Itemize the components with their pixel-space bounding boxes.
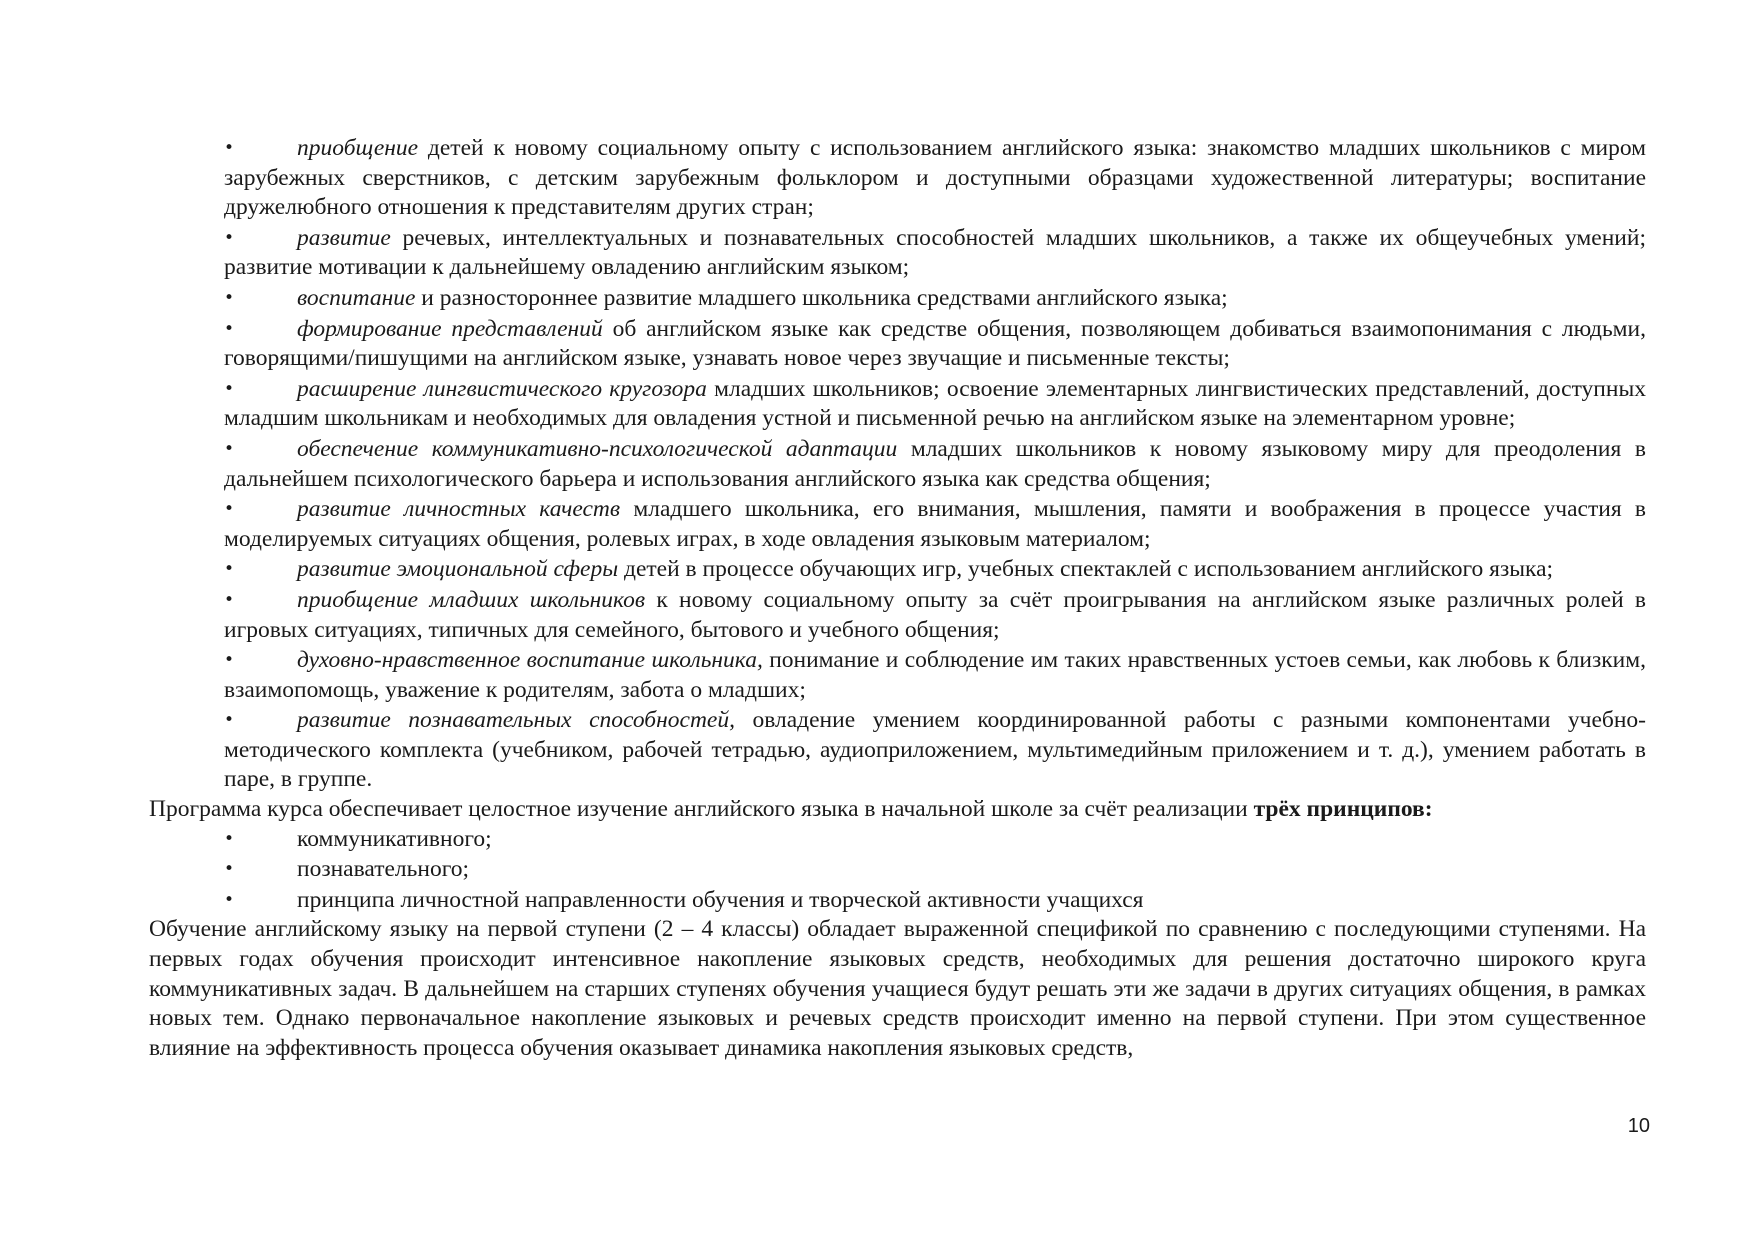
list-item [224, 586, 1646, 645]
list-item-body: младшего школьника, его внимания, мышления, памяти и воображения в процессе участия в моделируемых ситуациях общения, ролевых играх, в ходе овладения языковым материалом; [224, 496, 1646, 552]
bullet-icon: • [224, 828, 235, 849]
bullet-icon: • [224, 859, 235, 880]
bullet-icon: • [224, 650, 235, 671]
list-item [224, 855, 1646, 885]
bullet-icon: • [224, 710, 235, 731]
list-item [224, 646, 1646, 705]
list-item [224, 375, 1646, 434]
list-item-body: младших школьников; освоение элементарных лингвистических представлений, доступных младшим школьникам и необходимых для овладения устной и письменной речью на английском языке на элементарном уровне; [224, 375, 1646, 432]
list-item-body: детей в процессе обучающих игр, учебных спектаклей с использованием английского языка; [618, 556, 1554, 583]
list-item [224, 315, 1646, 374]
principles-intro-bold: трёх принципов: [1253, 796, 1433, 823]
list-item [224, 284, 1646, 314]
bullet-icon: • [224, 438, 235, 459]
list-item-text [224, 134, 1646, 223]
list-item [224, 706, 1646, 795]
list-item-text [224, 706, 1646, 795]
list-item-emphasis: развитие личностных качеств [297, 496, 621, 523]
list-item-body: овладение умением координированной работы с разными компонентами учебно-методического комплекта (учебником, рабочей тетрадью, аудиоприложением, мультимедийным приложением и т. д.), умением работать в паре, в группе. [224, 707, 1647, 793]
list-item-emphasis: воспитание [297, 284, 416, 311]
list-item-body: детей к новому социальному опыту с использованием английского языка: знакомство младших школьников с миром зарубежных сверстников, с детским зарубежным фольклором и доступными образцами художественной литературы; воспитание дружелюбного отношения к представителям других стран; [224, 135, 1646, 221]
list-item-emphasis: приобщение младших школьников [297, 586, 646, 613]
document-page [149, 134, 1646, 1063]
list-item [224, 495, 1646, 554]
principles-list [149, 825, 1646, 916]
list-item-body: и разностороннее развитие младшего школьника средствами английского языка; [415, 284, 1228, 311]
list-item-text [224, 555, 1646, 585]
list-item-text [224, 495, 1646, 554]
list-item-emphasis: расширение лингвистического кругозора [297, 375, 707, 402]
list-item-body: речевых, интеллектуальных и познавательных способностей младших школьников, а также их общеучебных умений; развитие мотивации к дальнейшему овладению английским языком; [224, 224, 1646, 281]
bullet-icon: • [224, 499, 235, 520]
bullet-icon: • [224, 318, 235, 339]
list-item [224, 134, 1646, 223]
list-item-text [224, 315, 1646, 374]
principles-intro [149, 795, 1646, 825]
list-item [224, 555, 1646, 585]
list-item [224, 886, 1646, 916]
bullet-icon: • [224, 138, 235, 158]
closing-paragraph: Обучение английскому языку на первой ступени (2 – 4 классы) обладает выраженной спецификой по сравнению с последующими ступенями. На первых годах обучения происходит интенсивное накопление языковых средств, необходимых для решения достаточно широкого круга коммуникативных задач. В дальнейшем на старших ступенях обучения учащиеся будут решать эти же задачи в других ситуациях общения, в рамках новых тем. Однако первоначальное накопление языковых и речевых средств происходит именно на первой ступени. При этом существенное влияние на эффективность процесса обучения оказывает динамика накопления языковых средств, [149, 916, 1646, 1061]
list-item-emphasis: формирование представлений [297, 315, 603, 342]
list-item [224, 224, 1646, 283]
bullet-icon: • [224, 227, 235, 248]
list-item-text [224, 224, 1646, 283]
list-item-text [224, 375, 1646, 434]
list-item-text [224, 646, 1646, 705]
list-item-body: понимание и соблюдение им таких нравственных устоев семьи, как любовь к близким, взаимопомощь, уважение к родителям, забота о младших; [224, 647, 1647, 703]
list-item-emphasis: духовно-нравственное воспитание школьника, [297, 647, 763, 674]
bullet-icon: • [224, 378, 235, 399]
goals-list [149, 134, 1646, 795]
list-item-body: об английском языке как средстве общения, позволяющем добиваться взаимопонимания с людьми, говорящими/пишущими на английском языке, узнавать новое через звучащие и письменные тексты; [224, 315, 1646, 372]
list-item-emphasis: развитие эмоциональной сферы [297, 556, 619, 583]
list-item-text [224, 435, 1646, 494]
bullet-icon: • [224, 889, 235, 910]
list-item-body: к новому социальному опыту за счёт проигрывания на английском языке различных ролей в игровых ситуациях, типичных для семейного, бытового и учебного общения; [224, 586, 1646, 643]
list-item-text [224, 284, 1646, 314]
bullet-icon: • [224, 559, 235, 580]
principles-intro-text: Программа курса обеспечивает целостное изучение английского языка в начальной школе за счёт реализации [149, 796, 1254, 823]
list-item-body: младших школьников к новому языковому миру для преодоления в дальнейшем психологического барьера и использования английского языка как средства общения; [224, 435, 1646, 492]
list-item-emphasis: обеспечение коммуникативно-психологической адаптации [297, 435, 898, 462]
bullet-icon: • [224, 287, 235, 308]
list-item-text: принципа личностной направленности обучения и творческой активности учащихся [297, 886, 1144, 913]
list-item [224, 435, 1646, 494]
list-item-emphasis: приобщение [297, 135, 419, 161]
list-item-emphasis: развитие познавательных способностей, [297, 707, 735, 734]
list-item [224, 825, 1646, 855]
page-number: 10 [1627, 1115, 1650, 1137]
list-item-text: познавательного; [297, 856, 470, 883]
list-item-text: коммуникативного; [297, 825, 492, 852]
bullet-icon: • [224, 589, 235, 610]
list-item-emphasis: развитие [297, 224, 391, 251]
list-item-text [224, 586, 1646, 645]
